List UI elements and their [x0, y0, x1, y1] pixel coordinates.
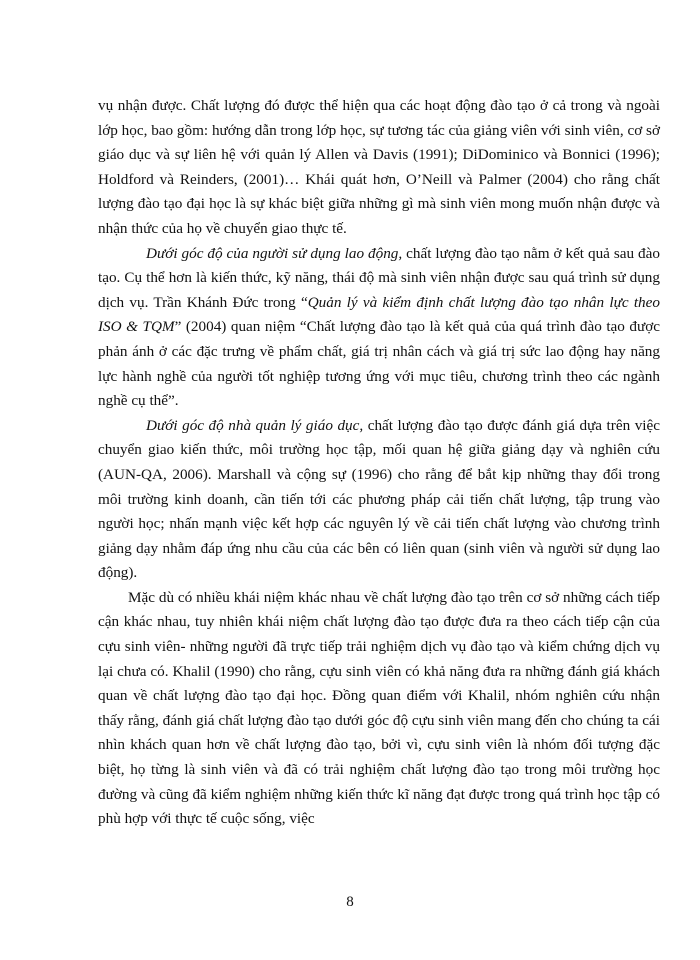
paragraph-text: chất lượng đào tạo được đánh giá dựa trên việc chuyển giao kiến thức, môi trường học tập, mối quan hệ giữa giảng dạy và nghiên cứu (AUN-QA, 2006). Marshall và cộng sự (1996) cho rằng để bắt kịp những thay đổi trong môi trường kinh doanh, cần tiến tới các phương pháp cải tiến chất lượng, tập trung vào người học; nhấn mạnh việc kết hợp các nguyên lý về cải tiến chất lượng vào chương trình giảng dạy nhằm đáp ứng nhu cầu của các bên có liên quan (sinh viên và người sử dụng lao động).: [98, 416, 660, 582]
paragraph-text: chất lượng đào tạo nằm ở kết quả sau đào tạo. Cụ thể hơn là kiến thức, kỹ năng, thái độ mà sinh viên nhận được sau quá trình sử dụng dịch vụ. Trần Khánh Đức trong “: [98, 244, 660, 311]
body-text: [98, 94, 660, 832]
paragraph-continuation: vụ nhận được. Chất lượng đó được thể hiện qua các hoạt động đào tạo ở cả trong và ngoài lớp học, bao gồm: hướng dẫn trong lớp học, sự tương tác của giảng viên với sinh viên, cơ sở giáo dục và sự liên hệ với quản lý Allen và Davis (1991); DiDominico và Bonnici (1996); Holdford và Reinders, (2001)… Khái quát hơn, O’Neill và Palmer (2004) cho rằng chất lượng đào tạo đại học là sự khác biệt giữa những gì mà sinh viên mong muốn nhận được và nhận thức của họ về chuyển giao thực tế.: [98, 97, 660, 237]
lead-italic-employer: Dưới góc độ của người sử dụng lao động,: [146, 244, 403, 262]
lead-italic-manager: Dưới góc độ nhà quản lý giáo dục,: [146, 416, 364, 434]
paragraph-manager-perspective: [98, 414, 660, 586]
book-title-italic: Quản lý và kiểm định chất lượng đào tạo nhân lực theo ISO & TQM: [98, 293, 660, 336]
page-number: 8: [346, 894, 354, 910]
paragraph-alumni-perspective: Mặc dù có nhiều khái niệm khác nhau về chất lượng đào tạo trên cơ sở những cách tiếp cận khác nhau, tuy nhiên khái niệm chất lượng đào tạo được đưa ra theo cách tiếp cận của cựu sinh viên- những người đã trực tiếp trải nghiệm dịch vụ đào tạo và kiểm chứng dịch vụ lại chưa có. Khalil (1990) cho rằng, cựu sinh viên có khả năng đưa ra những đánh giá khách quan về chất lượng đào tạo đại học. Đồng quan điểm với Khalil, nhóm nghiên cứu nhận thấy rằng, đánh giá chất lượng đào tạo dưới góc độ cựu sinh viên mang đến cho chúng ta cái nhìn khách quan hơn về chất lượng đào tạo, bởi vì, cựu sinh viên là nhóm đối tượng đặc biệt, họ từng là sinh viên và đã có trải nghiệm chất lượng đào tạo trong môi trường học đường và cũng đã kiểm nghiệm những kiến thức kĩ năng đạt được trong quá trình học tập có phù hợp với thực tế cuộc sống, việc: [98, 588, 660, 828]
paragraph-employer-perspective: [98, 242, 660, 414]
paragraph-text: ” (2004) quan niệm “Chất lượng đào tạo là kết quả của quá trình đào tạo được phản ánh ở các đặc trưng về phẩm chất, giá trị nhân cách và giá trị sức lao động hay năng lực hành nghề của người tốt nghiệp tương ứng với mục tiêu, chương trình theo các ngành nghề cụ thể”.: [98, 318, 661, 410]
